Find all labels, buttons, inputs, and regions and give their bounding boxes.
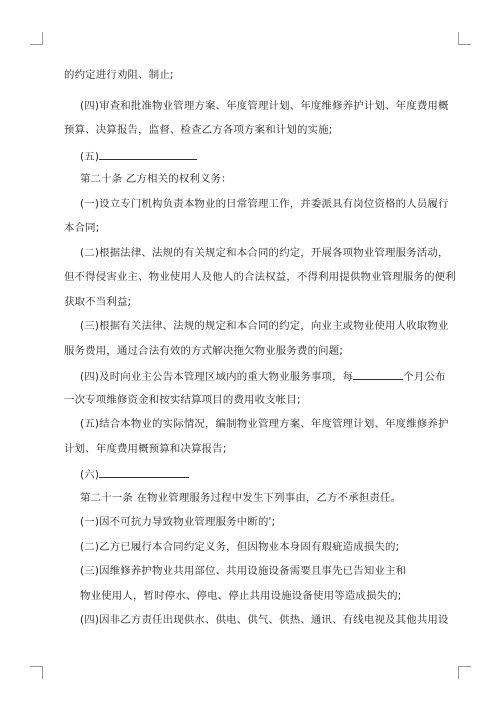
article-heading: 第二十条 乙方相关的权利义务： <box>80 173 232 185</box>
text-line: 服务费用，通过合法有效的方式解决拖欠物业服务费的问题; <box>64 345 344 357</box>
text-line: (一)设立专门机构负责本物业的日常管理工作，并委派具有岗位资格的人员履行 <box>80 198 449 210</box>
fill-in-blank <box>99 466 189 478</box>
text-line: 预算、决算报告，监督、检查乙方各项方案和计划的实施; <box>64 124 333 136</box>
article-heading: 第二十一条 在物业管理服务过程中发生下列事由，乙方不承担责任。 <box>80 492 402 504</box>
text-line: 物业使用人，暂时停水、停电、停止共用设施设备使用等造成损失的; <box>80 590 402 602</box>
text-line: (三)根据有关法律、法规的规定和本合同的约定，向业主或物业使用人收取物业 <box>80 320 449 332</box>
text-line: (五) <box>80 148 460 164</box>
text-line: 获取不当利益; <box>64 296 132 308</box>
text-line: (二)乙方已履行本合同约定义务，但因物业本身固有瑕疵造成损失的; <box>80 541 400 553</box>
text-line: 但不得侵害业主、物业使用人及他人的合法权益，不得利用提供物业管理服务的便利 <box>64 271 456 283</box>
crop-mark-bottom-right <box>458 666 471 679</box>
text-line: (四)审查和批准物业管理方案、年度管理计划、年度维修养护计划、年度费用概 <box>80 100 449 112</box>
text-line: (四)因非乙方责任出现供水、供电、供气、供热、通讯、有线电视及其他共用设 <box>80 614 449 626</box>
text-line: (二)根据法律、法规的有关规定和本合同的约定，开展各项物业管理服务活动， <box>80 247 449 259</box>
fill-in-blank <box>353 368 403 380</box>
text-line: (一)因不可抗力导致物业管理服务中断的'; <box>80 516 276 528</box>
text-line: 本合同; <box>64 222 100 234</box>
fill-in-blank <box>99 148 197 160</box>
text-line: (五)结合本物业的实际情况，编制物业管理方案、年度管理计划、年度维修养护 <box>80 418 449 430</box>
crop-mark-top-right <box>458 32 471 45</box>
text-line: 一次专项维修资金和按实结算项目的费用收支帐目; <box>64 394 301 406</box>
crop-mark-top-left <box>30 32 43 45</box>
text-line: 计划、年度费用概预算和决算报告; <box>64 443 227 455</box>
crop-mark-bottom-left <box>30 666 43 679</box>
text-line: (三)因维修养护物业共用部位、共用设施设备需要且事先已告知业主和 <box>80 565 407 577</box>
text-line: 的约定进行劝阻、制止; <box>64 69 174 81</box>
text-line: (四)及时向业主公告本管理区域内的重大物业服务事项，每 个月公布 <box>80 368 460 384</box>
text-line: (六) <box>80 466 460 482</box>
